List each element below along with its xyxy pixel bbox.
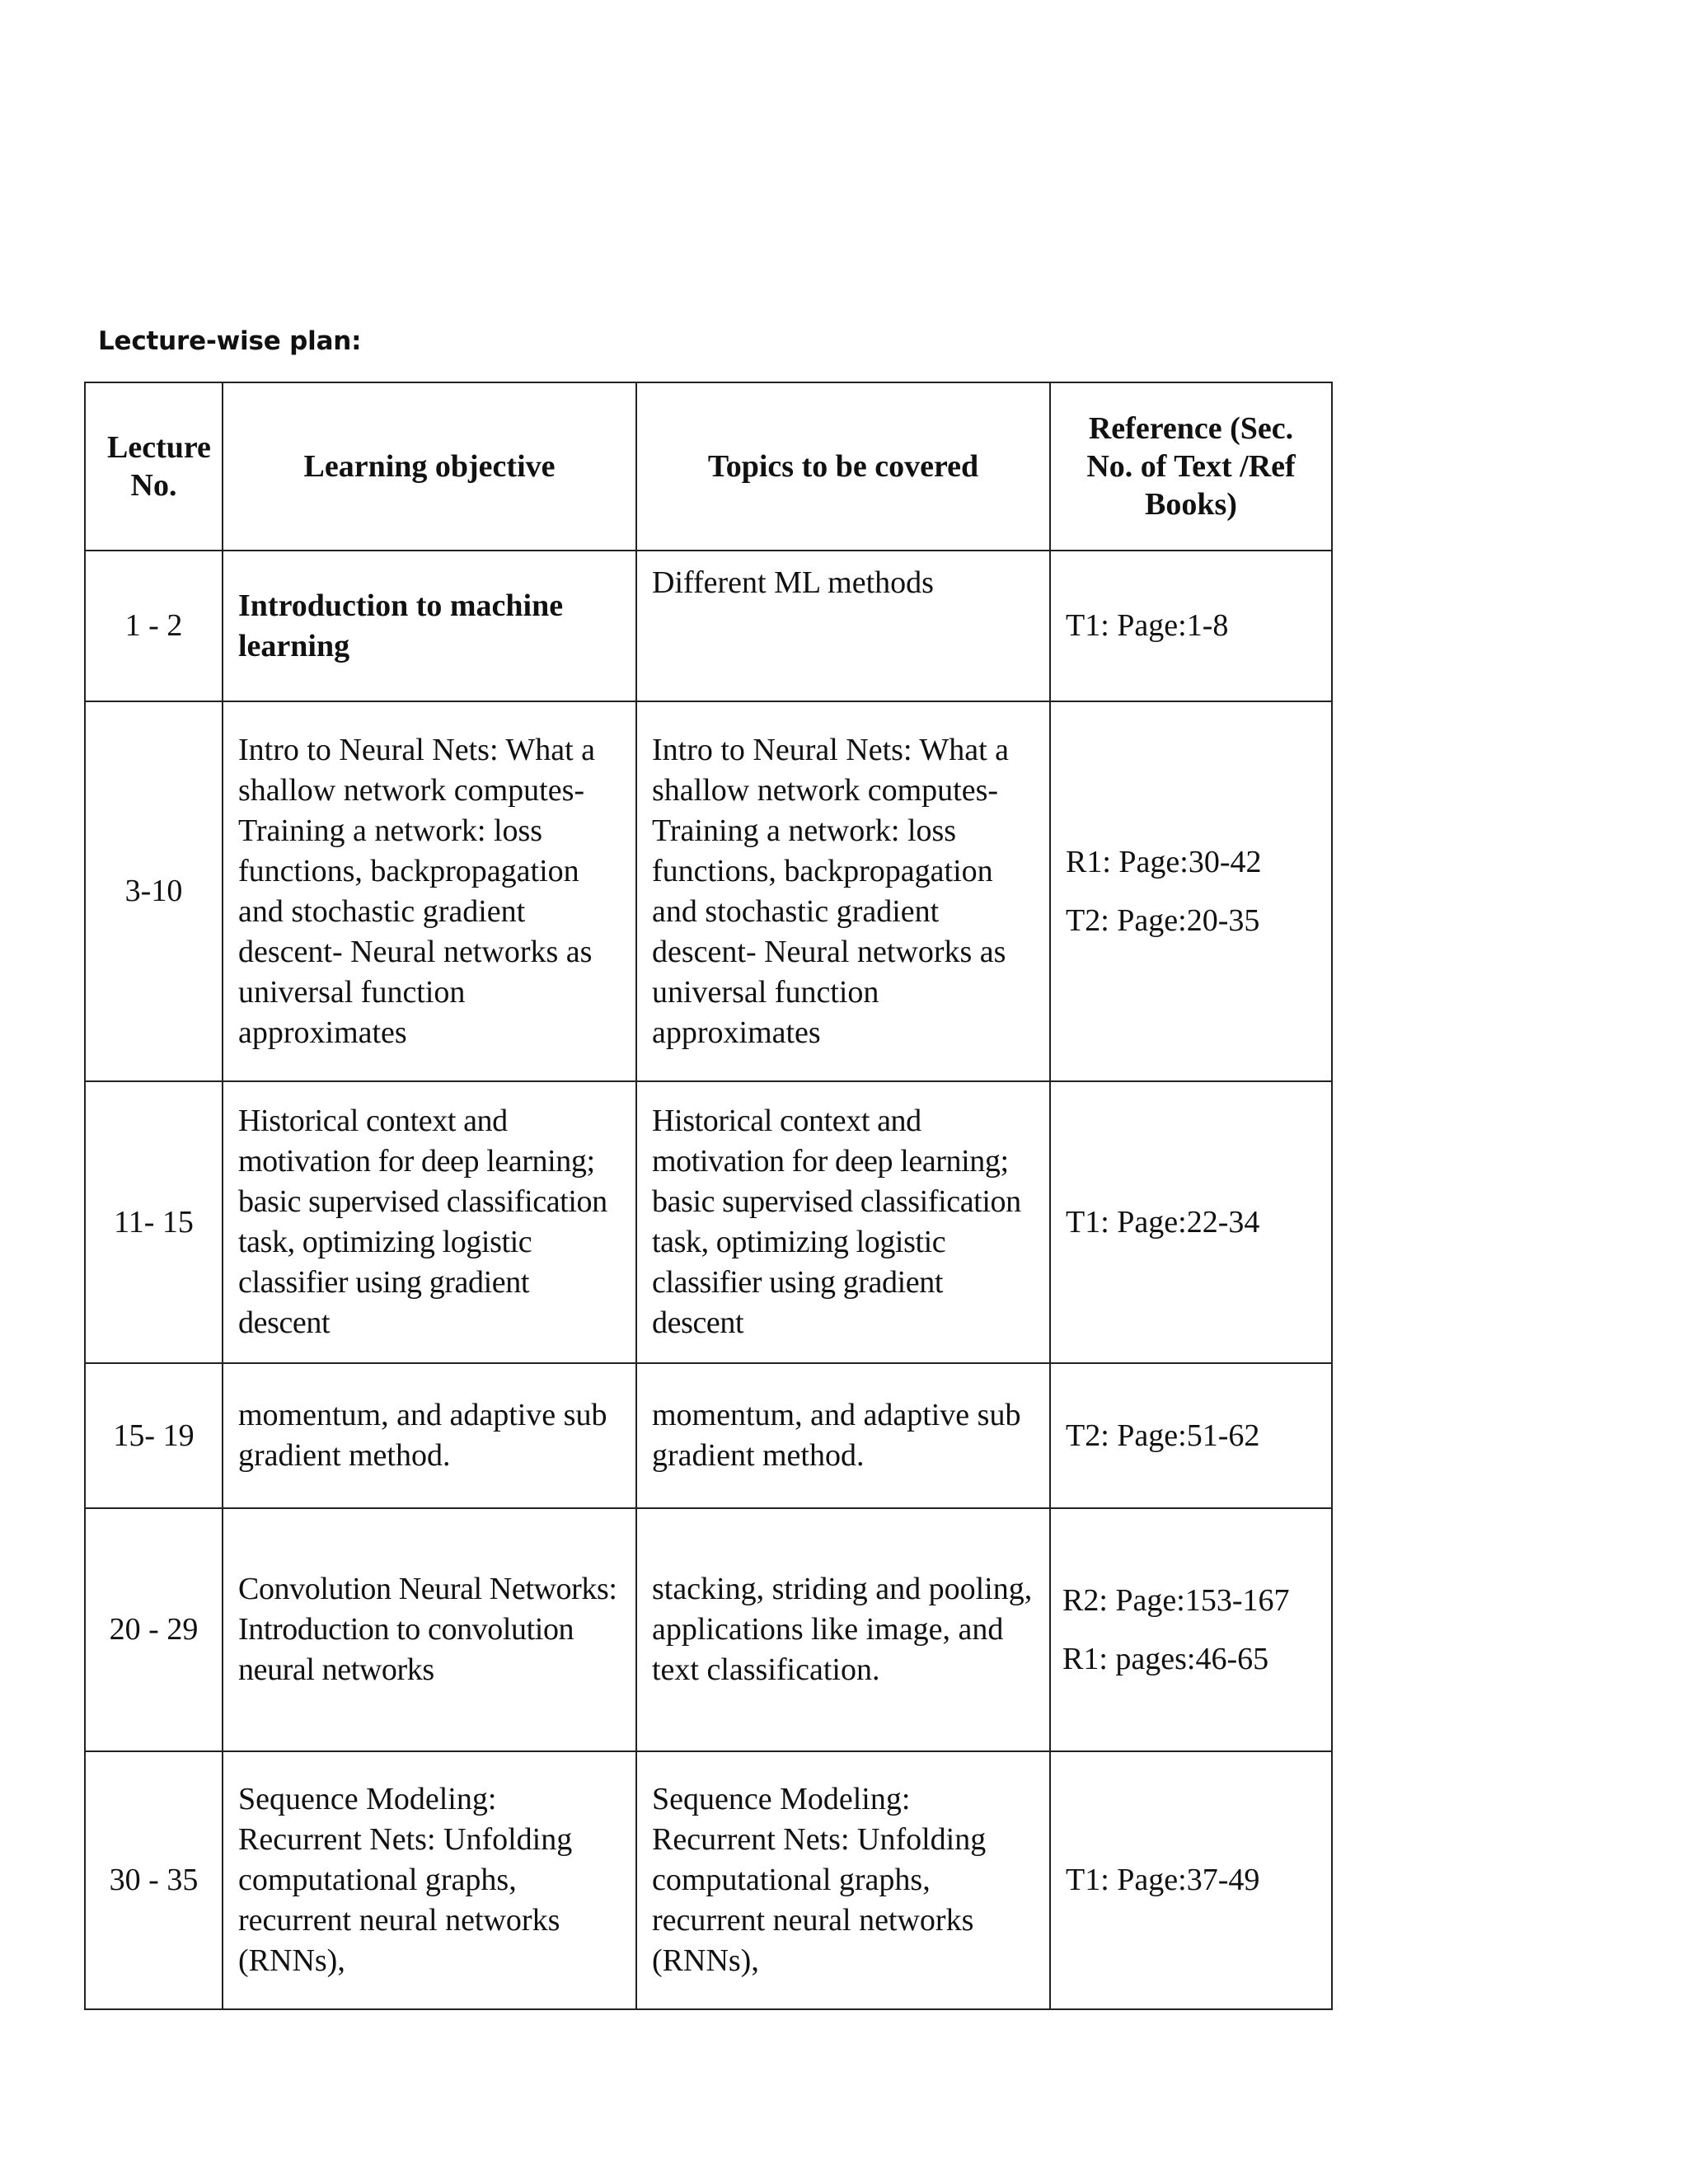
table-row (85, 1751, 1332, 2009)
learning-objective: Convolution Neural Networks: Introduction to convolution neural networks (223, 1508, 636, 1751)
reference-entry: T2: Page:20-35 (1066, 902, 1260, 938)
reference-cell (1050, 1363, 1332, 1508)
table-row (85, 1363, 1332, 1508)
learning-objective: Intro to Neural Nets: What a shallow network computes- Training a network: loss functions, backpropagation and stochastic gradient descent- Neural networks as universal function approximates (223, 701, 636, 1081)
topics-covered: stacking, striding and pooling, applications like image, and text classification. (636, 1508, 1050, 1751)
page-title: Lecture-wise plan: (98, 326, 362, 356)
reference-cell (1050, 701, 1332, 1081)
table-row (85, 1508, 1332, 1751)
reference-entry: T2: Page:51-62 (1066, 1418, 1260, 1453)
reference-cell (1050, 1751, 1332, 2009)
topics-covered: Different ML methods (636, 551, 1050, 701)
reference-entry: T1: Page:22-34 (1066, 1204, 1260, 1240)
reference-entry: T1: Page:37-49 (1066, 1863, 1260, 1897)
reference-cell (1050, 1508, 1332, 1751)
topics-covered: Sequence Modeling: Recurrent Nets: Unfolding computational graphs, recurrent neural networks (RNNs), (636, 1751, 1050, 2009)
reference-cell (1050, 551, 1332, 701)
header-lecture-no: Lecture No. (85, 382, 223, 551)
reference-entry: R1: pages:46-65 (1062, 1641, 1269, 1676)
learning-objective: Historical context and motivation for deep learning; basic supervised classification task, optimizing logistic classifier using gradient descent (223, 1081, 636, 1363)
lecture-number: 15- 19 (85, 1363, 223, 1508)
lecture-number: 1 - 2 (85, 551, 223, 701)
header-topics: Topics to be covered (636, 382, 1050, 551)
table-row (85, 701, 1332, 1081)
learning-objective: Introduction to machine learning (223, 551, 636, 701)
topics-covered: Intro to Neural Nets: What a shallow network computes- Training a network: loss functions, backpropagation and stochastic gradient descent- Neural networks as universal function approximates (636, 701, 1050, 1081)
lecture-number: 11- 15 (85, 1081, 223, 1363)
learning-objective: momentum, and adaptive sub gradient method. (223, 1363, 636, 1508)
header-learning-objective: Learning objective (223, 382, 636, 551)
lecture-number: 30 - 35 (85, 1751, 223, 2009)
lecture-number: 3-10 (85, 701, 223, 1081)
reference-cell (1050, 1081, 1332, 1363)
header-reference: Reference (Sec. No. of Text /Ref Books) (1050, 382, 1332, 551)
table-header-row (85, 382, 1332, 551)
reference-entry: T1: Page:1-8 (1066, 608, 1229, 643)
topics-covered: momentum, and adaptive sub gradient method. (636, 1363, 1050, 1508)
lecture-plan-table (84, 382, 1333, 2010)
reference-entry: R1: Page:30-42 (1066, 844, 1262, 879)
lecture-number: 20 - 29 (85, 1508, 223, 1751)
learning-objective: Sequence Modeling: Recurrent Nets: Unfolding computational graphs, recurrent neural networks (RNNs), (223, 1751, 636, 2009)
topics-covered: Historical context and motivation for deep learning; basic supervised classification task, optimizing logistic classifier using gradient descent (636, 1081, 1050, 1363)
reference-entry: R2: Page:153-167 (1062, 1582, 1290, 1618)
table-row (85, 551, 1332, 701)
table-row (85, 1081, 1332, 1363)
